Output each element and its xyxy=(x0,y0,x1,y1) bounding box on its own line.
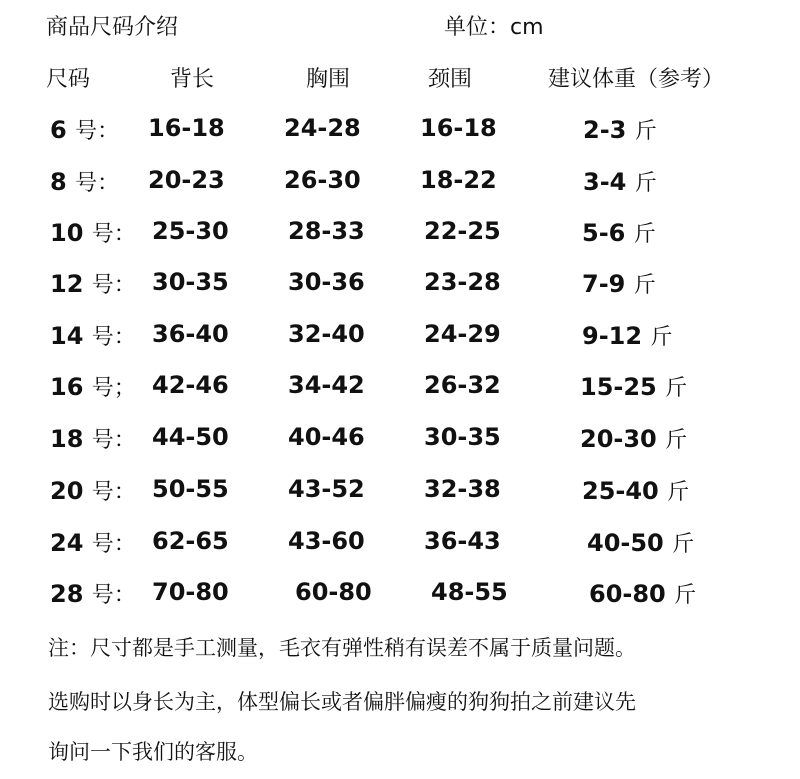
size-cell: 14 号： xyxy=(50,322,136,350)
size-cell: 18 号： xyxy=(50,425,136,453)
table-row xyxy=(0,423,800,463)
neck-cell: 36-43 xyxy=(424,527,501,555)
neck-cell: 26-32 xyxy=(424,371,501,399)
size-cell: 20 号： xyxy=(50,477,136,505)
table-row xyxy=(0,217,800,257)
size-cell: 24 号： xyxy=(50,529,136,557)
neck-cell: 30-35 xyxy=(424,423,501,451)
table-row xyxy=(0,114,800,154)
table-row xyxy=(0,320,800,360)
weight-cell: 40-50 斤 xyxy=(587,529,695,557)
neck-cell: 18-22 xyxy=(420,166,497,194)
table-row xyxy=(0,578,800,618)
neck-cell: 16-18 xyxy=(420,114,497,142)
back-cell: 62-65 xyxy=(152,527,229,555)
page-title: 商品尺码介绍 xyxy=(46,15,179,40)
neck-cell: 22-25 xyxy=(424,217,501,245)
table-row xyxy=(0,475,800,515)
back-cell: 30-35 xyxy=(152,268,229,296)
back-cell: 16-18 xyxy=(148,114,225,142)
size-cell: 16 号； xyxy=(50,373,136,401)
back-cell: 50-55 xyxy=(152,475,229,503)
neck-cell: 32-38 xyxy=(424,475,501,503)
chest-cell: 24-28 xyxy=(284,114,361,142)
table-row xyxy=(0,166,800,206)
chest-cell: 34-42 xyxy=(288,371,365,399)
size-cell: 6 号： xyxy=(50,116,120,144)
header-neck: 颈围 xyxy=(428,67,473,92)
back-cell: 25-30 xyxy=(152,217,229,245)
table-row xyxy=(0,371,800,411)
size-cell: 8 号： xyxy=(50,168,120,196)
chest-cell: 28-33 xyxy=(288,217,365,245)
chest-cell: 43-60 xyxy=(288,527,365,555)
table-row xyxy=(0,527,800,567)
table-row xyxy=(0,268,800,308)
neck-cell: 48-55 xyxy=(431,578,508,606)
weight-cell: 20-30 斤 xyxy=(580,425,688,453)
back-cell: 44-50 xyxy=(152,423,229,451)
weight-cell: 9-12 斤 xyxy=(582,322,673,350)
header-chest: 胸围 xyxy=(306,67,351,92)
back-cell: 42-46 xyxy=(152,371,229,399)
weight-cell: 2-3 斤 xyxy=(583,116,657,144)
header-weight: 建议体重（参考） xyxy=(548,67,725,92)
note-line: 询问一下我们的客服。 xyxy=(48,740,258,764)
neck-cell: 24-29 xyxy=(424,320,501,348)
back-cell: 70-80 xyxy=(152,578,229,606)
header-size: 尺码 xyxy=(46,67,91,92)
weight-cell: 25-40 斤 xyxy=(582,477,690,505)
chest-cell: 30-36 xyxy=(288,268,365,296)
weight-cell: 60-80 斤 xyxy=(589,580,697,608)
neck-cell: 23-28 xyxy=(424,268,501,296)
note-line: 注：尺寸都是手工测量，毛衣有弹性稍有误差不属于质量问题。 xyxy=(48,636,636,660)
size-cell: 12 号： xyxy=(50,270,136,298)
size-cell: 28 号： xyxy=(50,580,136,608)
weight-cell: 15-25 斤 xyxy=(580,373,688,401)
back-cell: 20-23 xyxy=(148,166,225,194)
note-line: 选购时以身长为主，体型偏长或者偏胖偏瘦的狗狗拍之前建议先 xyxy=(48,690,636,714)
size-cell: 10 号： xyxy=(50,219,136,247)
chest-cell: 32-40 xyxy=(288,320,365,348)
chest-cell: 43-52 xyxy=(288,475,365,503)
weight-cell: 3-4 斤 xyxy=(583,168,657,196)
weight-cell: 5-6 斤 xyxy=(582,219,656,247)
unit-label: 单位：cm xyxy=(444,15,544,40)
header-back-length: 背长 xyxy=(170,67,215,92)
back-cell: 36-40 xyxy=(152,320,229,348)
chest-cell: 26-30 xyxy=(284,166,361,194)
chest-cell: 60-80 xyxy=(295,578,372,606)
weight-cell: 7-9 斤 xyxy=(582,270,656,298)
chest-cell: 40-46 xyxy=(288,423,365,451)
